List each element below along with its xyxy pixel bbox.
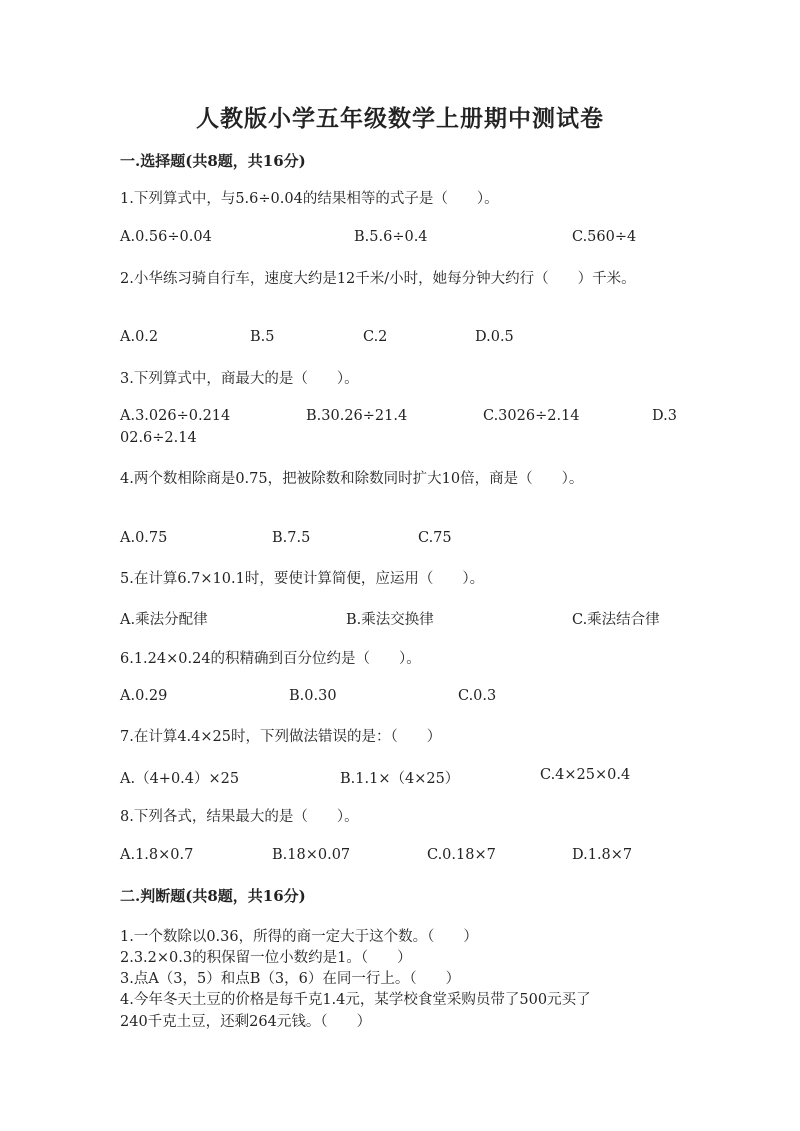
- tf-item-3: 3.点A（3，5）和点B（3，6）在同一行上。（ ）: [120, 971, 461, 987]
- q7-option-c: C.4×25×0.4: [540, 767, 631, 783]
- section-heading-true-false: 二.判断题(共8题，共16分): [120, 887, 306, 905]
- question-3: 3.下列算式中，商最大的是（ ）。: [120, 371, 359, 387]
- q8-option-c: C.0.18×7: [427, 847, 496, 863]
- q6-option-a: A.0.29: [120, 688, 168, 704]
- q2-option-d: D.0.5: [475, 329, 514, 345]
- q5-option-c: C.乘法结合律: [572, 612, 660, 628]
- tf-item-1: 1.一个数除以0.36，所得的商一定大于这个数。（ ）: [120, 929, 478, 945]
- question-6: 6.1.24×0.24的积精确到百分位约是（ ）。: [120, 651, 421, 667]
- q2-option-c: C.2: [363, 329, 388, 345]
- page-title: 人教版小学五年级数学上册期中测试卷: [196, 105, 604, 132]
- q3-option-a: A.3.026÷0.214: [120, 408, 231, 424]
- q5-option-a: A.乘法分配律: [120, 612, 208, 628]
- q7-option-b: B.1.1×（4×25）: [340, 771, 460, 787]
- q3-option-c: C.3026÷2.14: [483, 408, 580, 424]
- question-7: 7.在计算4.4×25时，下列做法错误的是：（ ）: [120, 729, 442, 745]
- q8-option-b: B.18×0.07: [272, 847, 351, 863]
- q6-option-c: C.0.3: [458, 688, 497, 704]
- question-2: 2.小华练习骑自行车，速度大约是12千米/小时，她每分钟大约行（ ）千米。: [120, 271, 636, 287]
- question-8: 8.下列各式，结果最大的是（ ）。: [120, 809, 359, 825]
- q3-option-d: D.3: [652, 408, 677, 424]
- question-4: 4.两个数相除商是0.75，把被除数和除数同时扩大10倍，商是（ ）。: [120, 471, 584, 487]
- q1-option-b: B.5.6÷0.4: [354, 229, 428, 245]
- tf-item-4-continued: 240千克土豆，还剩264元钱。（ ）: [120, 1014, 372, 1030]
- q8-option-d: D.1.8×7: [572, 847, 633, 863]
- section-heading-choice: 一.选择题(共8题，共16分): [120, 152, 306, 170]
- q2-option-a: A.0.2: [120, 329, 159, 345]
- q7-option-a: A.（4+0.4）×25: [120, 771, 240, 787]
- question-1: 1.下列算式中，与5.6÷0.04的结果相等的式子是（ ）。: [120, 191, 499, 207]
- q6-option-b: B.0.30: [289, 688, 337, 704]
- q3-option-d-continued: 02.6÷2.14: [120, 430, 197, 446]
- q5-option-b: B.乘法交换律: [346, 612, 434, 628]
- tf-item-2: 2.3.2×0.3的积保留一位小数约是1。（ ）: [120, 950, 412, 966]
- tf-item-4: 4.今年冬天土豆的价格是每千克1.4元，某学校食堂采购员带了500元买了: [120, 992, 591, 1008]
- q1-option-c: C.560÷4: [572, 229, 637, 245]
- q1-option-a: A.0.56÷0.04: [120, 229, 212, 245]
- q2-option-b: B.5: [250, 329, 275, 345]
- q4-option-c: C.75: [418, 530, 452, 546]
- q3-option-b: B.30.26÷21.4: [306, 408, 408, 424]
- question-5: 5.在计算6.7×10.1时，要使计算简便，应运用（ ）。: [120, 571, 485, 587]
- q8-option-a: A.1.8×0.7: [120, 847, 194, 863]
- q4-option-a: A.0.75: [120, 530, 168, 546]
- q4-option-b: B.7.5: [272, 530, 311, 546]
